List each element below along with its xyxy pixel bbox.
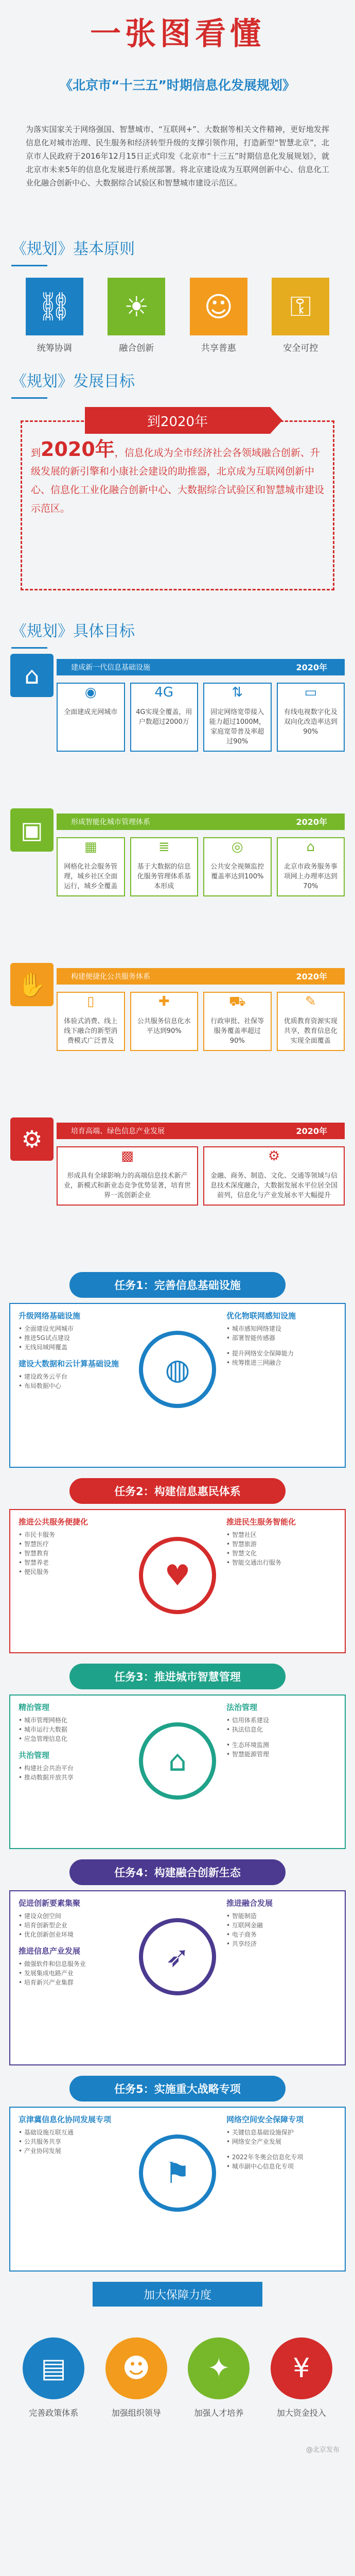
task-subtitle: 精治管理 [19,1703,50,1712]
chip-icon: ▩ [121,1148,134,1164]
goal-card-text: 体验式消费、线上线下融合的新型消费模式广泛普及 [64,1018,118,1045]
task-subitem: • 互联网金融 [226,1922,263,1929]
goal-text [31,440,324,518]
task-body [9,2107,346,2272]
task-subitem: • 关键信息基础设施保护 [226,2129,294,2136]
task-sublist [19,1764,129,1782]
task-block [0,1664,355,1859]
task-subtitle: 网络空间安全保障专项 [226,2115,304,2124]
task-subitem: • 统筹推进三网融合 [226,1359,281,1366]
strip-band-label: 构建便捷化公共服务体系 [62,969,159,984]
task-subtitle: 推进民生服务智能化 [226,1517,296,1527]
principles-row [0,266,355,359]
goal-card-text: 固定网络宽带接入能力超过1000M，家庭宽带普及率超过90% [209,708,265,745]
task-sublist [226,1911,336,1948]
goal-banner: 到2020年 [85,407,270,434]
task-subitem: • 便民服务 [19,1568,49,1575]
task-sublist [226,1349,336,1367]
task-subitem: • 智慧医疗 [19,1540,49,1548]
strip-band [57,659,345,675]
people-icon: ☺ [190,278,247,335]
goal-card-text: 4G实现全覆盖，用户数超过2000万 [136,708,192,726]
goal-banner-arrow [270,407,282,434]
goal-card-text: 金融、商务、制造、文化、交通等领域与信息技术深度融合，大数据发展水平位居全国前列，信息化与产业发展水平大幅提升 [210,1172,338,1199]
main-title: 一张图看懂 [90,16,265,52]
goal-card [277,837,345,896]
task-heading: 任务4：构建融合创新生态 [69,1859,286,1885]
task-sublist [19,1530,129,1577]
task-subtitle: 促进创新要素集聚 [19,1899,81,1908]
graduate-icon: ✦ [188,2337,250,2399]
task-subitem: • 基础设施互联互通 [19,2129,74,2136]
guarantee-title: 加大保障力度 [93,2282,262,2307]
task-subitem: • 市民卡服务 [19,1531,55,1538]
education-icon: ✎ [305,994,316,1009]
goal-card [277,992,345,1051]
guarantee-label: 加大资金投入 [276,2408,326,2418]
task-subtitle: 推进信息产业发展 [19,1946,81,1956]
guarantee-nodes [0,2307,355,2418]
goal-card [130,683,199,752]
strip-cards [57,1146,345,1206]
wifi-icon: ◉ [84,685,97,700]
task-subitem: • 培育新兴产业集群 [19,1979,74,1986]
task-body [9,1890,346,2065]
goal-block [0,399,355,609]
goal-card [203,683,272,752]
goal-year: 2020年 [41,438,115,461]
goal-card [203,992,272,1051]
principle-label: 共享普惠 [201,343,236,353]
guarantee-node [180,2337,257,2418]
task-subitem: • 建设众创空间 [19,1912,61,1920]
goal-strip [0,654,355,808]
task-block [0,1478,355,1664]
task-sublist [226,1740,336,1759]
task-subitem: • 优化创新创业环境 [19,1931,74,1938]
task-subitem: • 共享经济 [226,1940,257,1947]
hospital-icon: ✚ [158,994,170,1009]
guarantee-node [263,2337,340,2418]
guarantee-label: 完善政策体系 [29,2408,79,2418]
task-sublist [226,2128,336,2146]
goal-strip [0,1117,355,1272]
goal-card-text: 全面建成光网城市 [64,708,118,716]
task-sublist [226,1716,336,1734]
task-center [134,1702,221,1842]
guarantee-node [98,2337,175,2418]
task-subitem: • 智慧能源管理 [226,1751,269,1758]
goal-card-text: 网格化社会服务管理，城乡社区全面运行，城乡全覆盖 [64,863,118,890]
task-subitem: • 信用体系建设 [226,1717,269,1724]
bus-icon: ⛟ [228,994,246,1009]
task-subitem: • 构建社会共治平台 [19,1765,74,1772]
task-column-left [19,1310,129,1461]
task-subitem: • 智能制造 [226,1912,257,1920]
watermark: @北京发布 [306,2446,340,2454]
task-block [0,1272,355,1478]
guarantee-block [0,2282,355,2462]
task-subitem: • 2022年冬奥会信息化专项 [226,2154,304,2161]
lightbulb-icon: ☀ [108,278,165,335]
task-body [9,1509,346,1653]
grid-icon: ▦ [84,839,97,855]
task-subitem: • 网络安全产业发展 [226,2138,281,2145]
detail-area [0,649,355,2454]
task-column-left [19,1897,129,2058]
task-subitem: • 部署智能传感器 [226,1334,275,1342]
section-title-details: 《规划》具体目标 [11,622,135,640]
task-column-left [19,2114,129,2264]
task-block [0,2076,355,2282]
goal-body: ，信息化成为全市经济社会各领域融合创新、升级发展的新引擎和小康社会建设的助推器，北京成为互联网创新中心、信息化工业化融合创新中心、大数据综合试验区和智慧城市建设示范区。 [31,447,325,514]
task-sublist [226,1324,336,1343]
task-subitem: • 提升网络安全保障能力 [226,1350,294,1357]
goal-card [57,683,125,752]
task-heading: 任务5：实施重大战略专项 [69,2076,286,2102]
document-icon: ▤ [23,2337,84,2399]
goal-card-text: 基于大数据的信息化服务管理体系基本形成 [137,863,191,890]
tv-icon: ▭ [304,685,317,700]
task-subitem: • 电子商务 [226,1931,257,1938]
strip-year-tag: 2020年 [290,659,333,675]
goal-strip [0,963,355,1117]
goal-card [203,837,272,896]
team-icon: ☻ [105,2337,167,2399]
flag-icon: ⚑ [139,2134,216,2212]
task-center [134,1516,221,1646]
strip-year-tag: 2020年 [290,814,333,829]
heart-icon: ♥ [139,1537,216,1614]
strip-band [57,814,345,830]
principle-item [106,278,167,359]
task-sublist [19,1716,129,1743]
strip-band [57,968,345,985]
task-subitem: • 应急管理信息化 [19,1735,67,1742]
task-center [134,2114,221,2264]
strip-band-label: 培育高端、绿色信息产业发展 [62,1124,174,1138]
task-subtitle: 建设大数据和云计算基础设施 [19,1359,119,1368]
task-subtitle: 升级网络基础设施 [19,1311,81,1320]
task-subitem: • 智慧养老 [19,1559,49,1566]
strip-cards [57,992,345,1051]
guarantee-label: 加强人才培养 [194,2408,244,2418]
task-heading: 任务2：构建信息惠民体系 [69,1478,286,1504]
government-icon: ⌂ [306,839,315,855]
principle-item [188,278,249,359]
task-subitem: • 智慧文化 [226,1550,257,1557]
4g-icon: 4G [154,685,174,700]
task-subtitle: 优化物联网感知设施 [226,1311,296,1320]
task-sublist [19,1959,129,1987]
task-subitem: • 发展集成电路产业 [19,1970,74,1977]
task-subitem: • 培育创新型企业 [19,1922,67,1929]
goal-card [57,1146,198,1206]
task-body [9,1303,346,1468]
task-subtitle: 法治管理 [226,1703,258,1712]
task-center [134,1897,221,2058]
task-subitem: • 产业协同发展 [19,2147,61,2155]
task-sublist [19,1324,129,1352]
strip-cards [57,837,345,896]
task-heading: 任务3：推进城市智慧管理 [69,1664,286,1689]
security-icon: ◎ [231,839,243,855]
database-icon: ≣ [158,839,170,855]
task-sublist [19,1372,129,1391]
guarantee-label: 加强组织领导 [111,2408,161,2418]
lock-icon: ⚿ [272,278,329,335]
phone-icon: ▯ [87,994,95,1009]
task-subitem: • 生态环境监测 [226,1741,269,1749]
goal-card-text: 行政审批、社保等服务覆盖率超过90% [210,1018,264,1045]
goal-card-text: 公共服务信息化水平达到90% [137,1018,191,1035]
principle-label: 统筹协调 [37,343,72,353]
task-subtitle: 推进公共服务便捷化 [19,1517,88,1527]
section-title-goals: 《规划》发展目标 [11,372,135,391]
principle-item [270,278,331,359]
goal-year-lead: 到 [31,447,41,459]
task-subitem: • 无线局域网覆盖 [19,1344,67,1351]
task-column-right [226,1516,336,1646]
task-subitem: • 公共服务共享 [19,2138,61,2145]
globe-icon: ◍ [139,1331,216,1408]
task-column-right [226,1310,336,1461]
task-subitem: • 智慧教育 [19,1550,49,1557]
goal-card [203,1146,345,1206]
factory-icon: ⚙ [10,1117,54,1161]
sub-title: 《北京市“十三五”时期信息化发展规划》 [60,78,295,93]
task-column-right [226,1702,336,1842]
task-subtitle: 推进融合发展 [226,1899,273,1908]
principle-item [24,278,85,359]
strip-band-label: 形成智能化城市管理体系 [62,815,159,829]
city-hall-icon: ⌂ [139,1722,216,1800]
task-subitem: • 做强软件和信息服务业 [19,1960,86,1968]
task-subitem: • 执法信息化 [226,1726,263,1733]
goal-card-text: 优质教育资源实现共享，教育信息化实现全面覆盖 [283,1018,338,1045]
goal-card-text: 有线电视数字化及双向化改造率达到90% [283,708,338,736]
header [0,0,355,118]
goal-card [130,837,199,896]
task-subtitle: 共治管理 [19,1751,50,1760]
monitor-icon: ▣ [10,808,54,852]
strip-year-tag: 2020年 [290,1123,333,1139]
task-subitem: • 建设政务云平台 [19,1373,67,1380]
money-icon: ¥ [271,2337,332,2399]
task-subitem: • 智能交通出行服务 [226,1559,281,1566]
section-title-principles: 《规划》基本原则 [11,240,135,258]
gear-icon: ⚙ [268,1148,280,1164]
goal-card [130,992,199,1051]
intro-paragraph: 为落实国家关于网络强国、智慧城市、“互联网+”、大数据等相关文件精神，更好地发挥信息化对城市治理、民生服务和经济转型升级的支撑引领作用，打造新型“智慧北京”，北京市人民政府于2016年12月15日正式印发《北京市“十三五”时期信息化发展规划》，就北京市未来5年的信息化发展进行系统部署。将北京建设成为互联网创新中心、信息化工业化融合创新中心、大数据综合试验区和智慧城市建设示范区。 [26,125,329,188]
task-subitem: • 城市副中心信息化专项 [226,2163,294,2170]
task-column-left [19,1516,129,1646]
task-center [134,1310,221,1461]
task-subitem: • 城市运行大数据 [19,1726,67,1733]
goal-card-text: 公共安全视频监控覆盖率达到100% [210,863,264,880]
task-body [9,1694,346,1849]
task-column-left [19,1702,129,1842]
task-subitem: • 推动数据开放共享 [19,1774,74,1781]
task-subitem: • 智慧社区 [226,1531,257,1538]
principle-label: 安全可控 [283,343,318,353]
task-subitem: • 推进5G试点建设 [19,1334,70,1342]
goal-card [57,992,125,1051]
goal-card [57,837,125,896]
broadband-icon: ⇅ [232,685,243,700]
strip-band-label: 建成新一代信息基础设施 [62,660,159,674]
task-sublist [19,2128,129,2156]
task-subtitle: 京津冀信息化协同发展专项 [19,2115,112,2124]
principle-label: 融合创新 [119,343,154,353]
task-block [0,1859,355,2076]
goal-card-text: 北京市政务服务事项网上办理率达到70% [283,863,338,890]
strip-year-tag: 2020年 [290,968,333,984]
strip-cards [57,683,345,752]
goal-strip [0,808,355,963]
task-subitem: • 智慧旅游 [226,1540,257,1548]
task-sublist [226,2153,336,2171]
handshake-icon: ✋ [10,963,54,1006]
task-sublist [226,1530,336,1567]
guarantee-node [15,2337,92,2418]
goal-card-text: 形成具有全球影响力的高端信息技术新产业，新模式和新业态竞争优势显著，培育世界一流创新企业 [63,1172,191,1199]
task-column-right [226,2114,336,2264]
city-icon: ⌂ [10,654,54,697]
task-subitem: • 全面建设光网城市 [19,1325,74,1332]
task-subitem: • 城市感知网络建设 [226,1325,281,1332]
task-subitem: • 城市管理网格化 [19,1717,67,1724]
task-column-right [226,1897,336,2058]
goal-card [277,683,345,752]
strip-band [57,1123,345,1139]
task-subitem: • 布局数据中心 [19,1382,61,1389]
network-icon: ⛓ [26,278,83,335]
task-heading: 任务1：完善信息基础设施 [69,1272,286,1298]
task-sublist [19,1911,129,1939]
rocket-icon: ➶ [139,1918,216,1995]
